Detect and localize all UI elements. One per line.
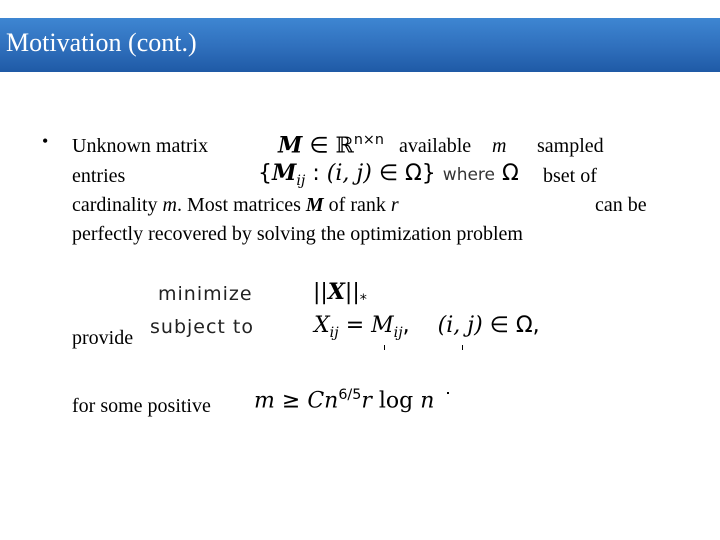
line3-canbe: can be (595, 194, 647, 216)
nuclear-norm-objective: $||X||_*$ (313, 279, 367, 308)
remnant-dot (447, 392, 449, 394)
remnant-mark (384, 345, 385, 350)
sampled-entries-set: {$M_{ij}$ : (i, j) ∈ Ω} where Ω (258, 162, 523, 188)
for-some-fragment: for some positive (72, 395, 211, 417)
line1-text: Unknown matrix (72, 135, 209, 157)
subject-to-label: subject to (150, 316, 254, 338)
line3-text (72, 195, 399, 215)
remnant-mark (462, 345, 463, 350)
line1-m: m (492, 135, 507, 157)
top-strip (0, 0, 720, 18)
line4-text: perfectly recovered by solving the optimization problem (72, 223, 523, 245)
line3-rank: of rank (328, 194, 386, 216)
sample-bound: $m \ge Cn^{6/5}r$ log n (252, 386, 440, 415)
line2-subset: bset of (543, 165, 597, 187)
provided-fragment: provide (72, 327, 134, 349)
line3-m: m (162, 194, 177, 216)
line1-sampled: sampled (537, 135, 604, 157)
line2-entries: entries (72, 165, 126, 187)
matrix-declaration: M ∈ ℝ$^{n\times n}$ (278, 132, 384, 159)
line1-available: available (399, 135, 472, 157)
line3-r: r (390, 194, 399, 216)
bullet-point: • (42, 131, 49, 151)
constraint-equation: $X_{ij} = M_{ij}$, (i, j) ∈ Ω, (314, 313, 540, 341)
minimize-label: minimize (158, 283, 253, 305)
line3-most: . Most matrices (176, 194, 301, 216)
line3-M: M (305, 194, 324, 216)
line3-cardinality: cardinality (72, 194, 158, 216)
slide-title: Motivation (cont.) (6, 28, 197, 57)
